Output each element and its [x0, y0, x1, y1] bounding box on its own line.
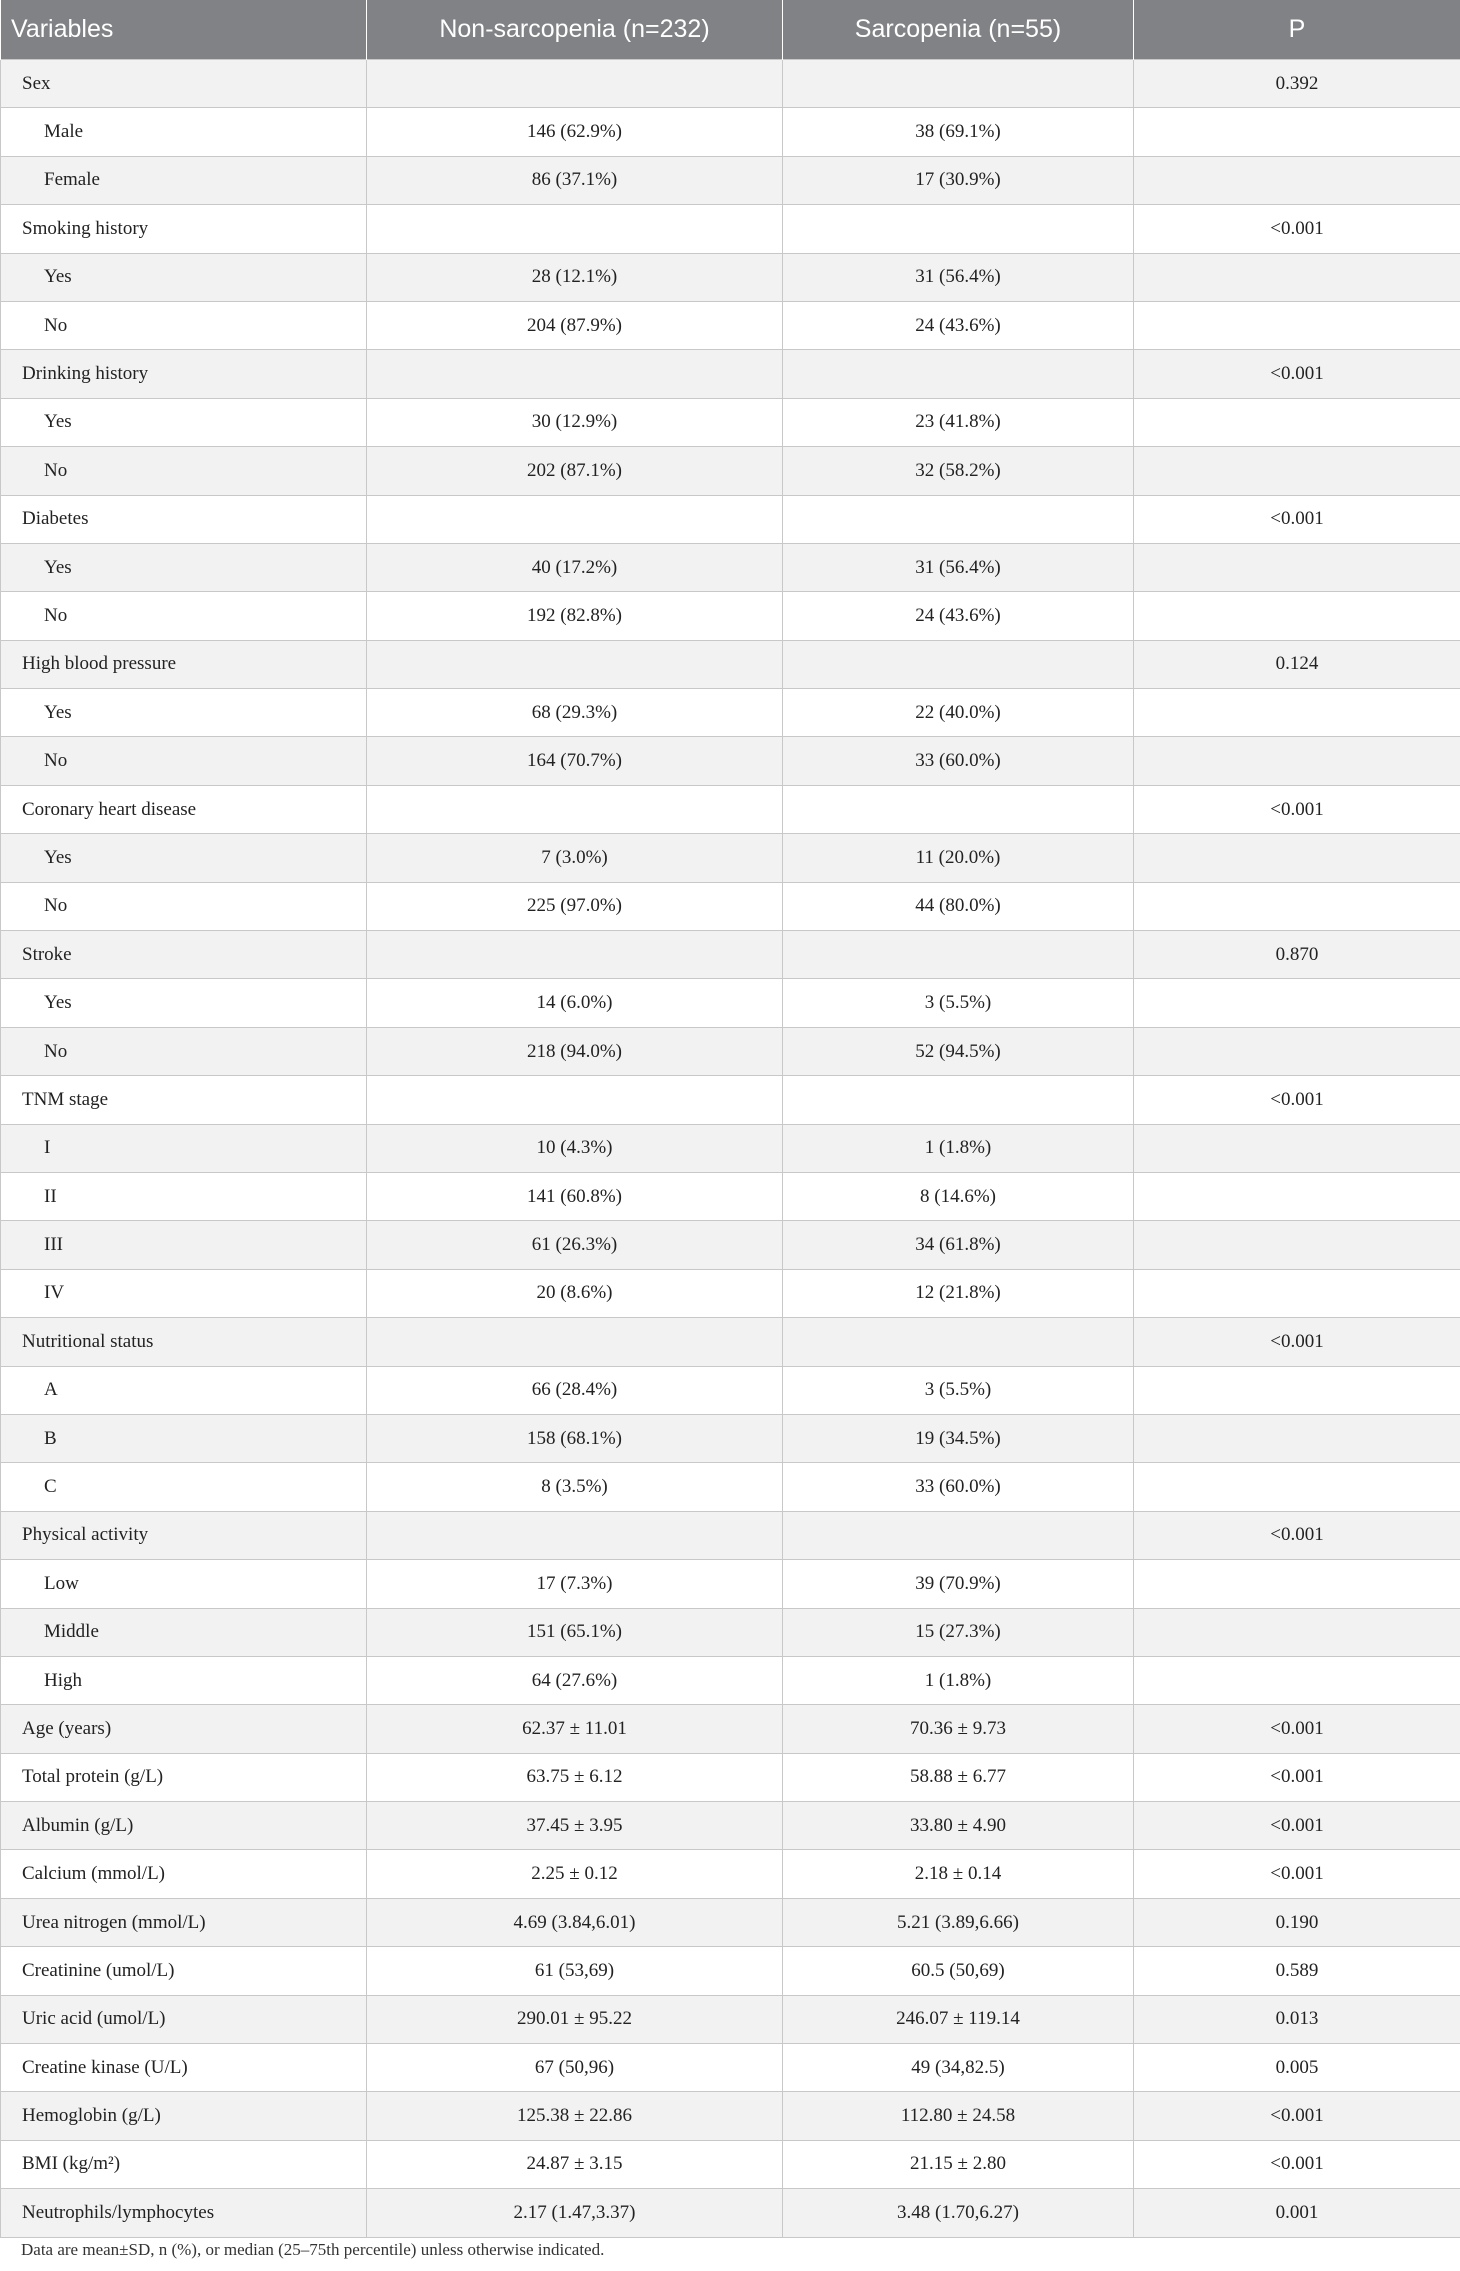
- p-value-cell: [1134, 882, 1460, 930]
- table-row: [1, 689, 1460, 737]
- p-value-cell: <0.001: [1134, 1511, 1460, 1559]
- sarcopenia-cell: 3 (5.5%): [783, 979, 1134, 1027]
- p-value-cell: [1134, 1027, 1460, 1075]
- table-row: [1, 447, 1460, 495]
- sarcopenia-cell: 21.15 ± 2.80: [783, 2140, 1134, 2188]
- variable-cell: TNM stage: [1, 1076, 367, 1124]
- sarcopenia-cell: 52 (94.5%): [783, 1027, 1134, 1075]
- sarcopenia-cell: 3 (5.5%): [783, 1366, 1134, 1414]
- table-row: [1, 1318, 1460, 1366]
- non-sarcopenia-cell: [367, 495, 783, 543]
- p-value-cell: 0.001: [1134, 2189, 1460, 2237]
- variable-cell: No: [1, 592, 367, 640]
- p-value-cell: <0.001: [1134, 205, 1460, 253]
- non-sarcopenia-cell: 40 (17.2%): [367, 543, 783, 591]
- table-row: [1, 350, 1460, 398]
- variable-cell: Stroke: [1, 931, 367, 979]
- non-sarcopenia-cell: 66 (28.4%): [367, 1366, 783, 1414]
- variable-cell: Urea nitrogen (mmol/L): [1, 1898, 367, 1946]
- variable-cell: Neutrophils/lymphocytes: [1, 2189, 367, 2237]
- non-sarcopenia-cell: [367, 350, 783, 398]
- p-value-cell: 0.589: [1134, 1947, 1460, 1995]
- p-value-cell: 0.870: [1134, 931, 1460, 979]
- non-sarcopenia-cell: [367, 931, 783, 979]
- non-sarcopenia-cell: 146 (62.9%): [367, 108, 783, 156]
- sarcopenia-cell: 17 (30.9%): [783, 156, 1134, 204]
- sarcopenia-cell: 5.21 (3.89,6.66): [783, 1898, 1134, 1946]
- sarcopenia-cell: 1 (1.8%): [783, 1656, 1134, 1704]
- non-sarcopenia-cell: 61 (26.3%): [367, 1221, 783, 1269]
- p-value-cell: <0.001: [1134, 350, 1460, 398]
- variable-cell: Middle: [1, 1608, 367, 1656]
- p-value-cell: [1134, 1463, 1460, 1511]
- p-value-cell: [1134, 1656, 1460, 1704]
- variable-cell: No: [1, 1027, 367, 1075]
- variable-cell: C: [1, 1463, 367, 1511]
- non-sarcopenia-cell: 67 (50,96): [367, 2044, 783, 2092]
- sarcopenia-cell: 39 (70.9%): [783, 1560, 1134, 1608]
- variable-cell: BMI (kg/m²): [1, 2140, 367, 2188]
- variable-cell: A: [1, 1366, 367, 1414]
- table-row: [1, 108, 1460, 156]
- sarcopenia-cell: 60.5 (50,69): [783, 1947, 1134, 1995]
- variable-cell: B: [1, 1414, 367, 1462]
- sarcopenia-cell: 33.80 ± 4.90: [783, 1802, 1134, 1850]
- sarcopenia-cell: 34 (61.8%): [783, 1221, 1134, 1269]
- p-value-cell: 0.005: [1134, 2044, 1460, 2092]
- p-value-cell: 0.124: [1134, 640, 1460, 688]
- table-row: [1, 60, 1460, 108]
- table-row: [1, 2092, 1460, 2140]
- header-p-value: P: [1134, 0, 1460, 60]
- sarcopenia-cell: 58.88 ± 6.77: [783, 1753, 1134, 1801]
- table-row: [1, 1172, 1460, 1220]
- sarcopenia-cell: 2.18 ± 0.14: [783, 1850, 1134, 1898]
- p-value-cell: [1134, 979, 1460, 1027]
- variable-cell: Sex: [1, 60, 367, 108]
- sarcopenia-cell: [783, 1076, 1134, 1124]
- table-row: [1, 1269, 1460, 1317]
- variable-cell: High: [1, 1656, 367, 1704]
- non-sarcopenia-cell: 2.25 ± 0.12: [367, 1850, 783, 1898]
- table-row: [1, 398, 1460, 446]
- variable-cell: Calcium (mmol/L): [1, 1850, 367, 1898]
- p-value-cell: [1134, 1560, 1460, 1608]
- table-row: [1, 1898, 1460, 1946]
- variable-cell: Nutritional status: [1, 1318, 367, 1366]
- variable-cell: No: [1, 447, 367, 495]
- table-row: [1, 1705, 1460, 1753]
- sarcopenia-cell: 3.48 (1.70,6.27): [783, 2189, 1134, 2237]
- variable-cell: I: [1, 1124, 367, 1172]
- p-value-cell: 0.392: [1134, 60, 1460, 108]
- table-row: [1, 1221, 1460, 1269]
- table-row: [1, 1076, 1460, 1124]
- p-value-cell: [1134, 592, 1460, 640]
- non-sarcopenia-cell: 164 (70.7%): [367, 737, 783, 785]
- variable-cell: II: [1, 1172, 367, 1220]
- non-sarcopenia-cell: 62.37 ± 11.01: [367, 1705, 783, 1753]
- variable-cell: Female: [1, 156, 367, 204]
- table-row: [1, 1511, 1460, 1559]
- table-row: [1, 640, 1460, 688]
- variable-cell: Yes: [1, 253, 367, 301]
- variable-cell: Male: [1, 108, 367, 156]
- header-non-sarcopenia: Non-sarcopenia (n=232): [367, 0, 783, 60]
- variable-cell: IV: [1, 1269, 367, 1317]
- table-footnote: Data are mean±SD, n (%), or median (25–75th percentile) unless otherwise indicated.: [21, 2240, 605, 2259]
- p-value-cell: [1134, 1608, 1460, 1656]
- header-row: [1, 0, 1460, 60]
- variable-cell: Yes: [1, 689, 367, 737]
- sarcopenia-cell: [783, 1318, 1134, 1366]
- non-sarcopenia-cell: 68 (29.3%): [367, 689, 783, 737]
- table-row: [1, 592, 1460, 640]
- variable-cell: Drinking history: [1, 350, 367, 398]
- table-row: [1, 543, 1460, 591]
- variable-cell: High blood pressure: [1, 640, 367, 688]
- header-sarcopenia: Sarcopenia (n=55): [783, 0, 1134, 60]
- sarcopenia-cell: 8 (14.6%): [783, 1172, 1134, 1220]
- table-row: [1, 1124, 1460, 1172]
- sarcopenia-cell: 12 (21.8%): [783, 1269, 1134, 1317]
- non-sarcopenia-cell: 158 (68.1%): [367, 1414, 783, 1462]
- table-row: [1, 1414, 1460, 1462]
- variable-cell: Smoking history: [1, 205, 367, 253]
- p-value-cell: [1134, 689, 1460, 737]
- p-value-cell: <0.001: [1134, 2140, 1460, 2188]
- sarcopenia-cell: 31 (56.4%): [783, 253, 1134, 301]
- non-sarcopenia-cell: 37.45 ± 3.95: [367, 1802, 783, 1850]
- p-value-cell: [1134, 543, 1460, 591]
- variable-cell: Age (years): [1, 1705, 367, 1753]
- sarcopenia-cell: 33 (60.0%): [783, 1463, 1134, 1511]
- variable-cell: Yes: [1, 979, 367, 1027]
- non-sarcopenia-cell: 30 (12.9%): [367, 398, 783, 446]
- sarcopenia-cell: [783, 205, 1134, 253]
- sarcopenia-cell: 112.80 ± 24.58: [783, 2092, 1134, 2140]
- table-row: [1, 1560, 1460, 1608]
- table-row: [1, 1463, 1460, 1511]
- sarcopenia-cell: [783, 1511, 1134, 1559]
- sarcopenia-cell: 44 (80.0%): [783, 882, 1134, 930]
- table-row: [1, 882, 1460, 930]
- table-row: [1, 785, 1460, 833]
- variable-cell: Coronary heart disease: [1, 785, 367, 833]
- table-row: [1, 1995, 1460, 2043]
- table-row: [1, 2189, 1460, 2237]
- sarcopenia-cell: 246.07 ± 119.14: [783, 1995, 1134, 2043]
- variable-cell: Yes: [1, 834, 367, 882]
- variable-cell: Albumin (g/L): [1, 1802, 367, 1850]
- non-sarcopenia-cell: 2.17 (1.47,3.37): [367, 2189, 783, 2237]
- non-sarcopenia-cell: 64 (27.6%): [367, 1656, 783, 1704]
- table-row: [1, 2140, 1460, 2188]
- header-variables: Variables: [1, 0, 367, 60]
- p-value-cell: [1134, 1221, 1460, 1269]
- non-sarcopenia-cell: 204 (87.9%): [367, 301, 783, 349]
- sarcopenia-cell: [783, 785, 1134, 833]
- p-value-cell: [1134, 1172, 1460, 1220]
- sarcopenia-cell: 32 (58.2%): [783, 447, 1134, 495]
- non-sarcopenia-cell: [367, 205, 783, 253]
- p-value-cell: [1134, 1269, 1460, 1317]
- variable-cell: No: [1, 737, 367, 785]
- p-value-cell: <0.001: [1134, 2092, 1460, 2140]
- table-row: [1, 931, 1460, 979]
- sarcopenia-cell: 31 (56.4%): [783, 543, 1134, 591]
- p-value-cell: [1134, 398, 1460, 446]
- variable-cell: Creatinine (umol/L): [1, 1947, 367, 1995]
- table-row: [1, 253, 1460, 301]
- p-value-cell: <0.001: [1134, 495, 1460, 543]
- variable-cell: Yes: [1, 398, 367, 446]
- table-row: [1, 1850, 1460, 1898]
- sarcopenia-cell: 15 (27.3%): [783, 1608, 1134, 1656]
- non-sarcopenia-cell: 202 (87.1%): [367, 447, 783, 495]
- p-value-cell: [1134, 156, 1460, 204]
- non-sarcopenia-cell: [367, 1318, 783, 1366]
- non-sarcopenia-cell: 218 (94.0%): [367, 1027, 783, 1075]
- non-sarcopenia-cell: 61 (53,69): [367, 1947, 783, 1995]
- non-sarcopenia-cell: [367, 785, 783, 833]
- sarcopenia-cell: 24 (43.6%): [783, 592, 1134, 640]
- non-sarcopenia-cell: 290.01 ± 95.22: [367, 1995, 783, 2043]
- table-row: [1, 495, 1460, 543]
- p-value-cell: <0.001: [1134, 1318, 1460, 1366]
- p-value-cell: [1134, 447, 1460, 495]
- p-value-cell: [1134, 737, 1460, 785]
- non-sarcopenia-cell: 24.87 ± 3.15: [367, 2140, 783, 2188]
- non-sarcopenia-cell: 17 (7.3%): [367, 1560, 783, 1608]
- p-value-cell: 0.190: [1134, 1898, 1460, 1946]
- sarcopenia-cell: [783, 640, 1134, 688]
- p-value-cell: [1134, 108, 1460, 156]
- p-value-cell: <0.001: [1134, 1753, 1460, 1801]
- non-sarcopenia-cell: 14 (6.0%): [367, 979, 783, 1027]
- sarcopenia-cell: 11 (20.0%): [783, 834, 1134, 882]
- table-row: [1, 979, 1460, 1027]
- p-value-cell: [1134, 1124, 1460, 1172]
- table-row: [1, 1802, 1460, 1850]
- non-sarcopenia-cell: 20 (8.6%): [367, 1269, 783, 1317]
- p-value-cell: <0.001: [1134, 785, 1460, 833]
- table-row: [1, 1947, 1460, 1995]
- non-sarcopenia-cell: [367, 640, 783, 688]
- non-sarcopenia-cell: 4.69 (3.84,6.01): [367, 1898, 783, 1946]
- table-row: [1, 205, 1460, 253]
- sarcopenia-cell: 70.36 ± 9.73: [783, 1705, 1134, 1753]
- p-value-cell: [1134, 834, 1460, 882]
- p-value-cell: <0.001: [1134, 1705, 1460, 1753]
- sarcopenia-cell: 1 (1.8%): [783, 1124, 1134, 1172]
- sarcopenia-cell: 49 (34,82.5): [783, 2044, 1134, 2092]
- table-row: [1, 1608, 1460, 1656]
- sarcopenia-cell: [783, 350, 1134, 398]
- table-row: [1, 1753, 1460, 1801]
- non-sarcopenia-cell: 86 (37.1%): [367, 156, 783, 204]
- sarcopenia-cell: 24 (43.6%): [783, 301, 1134, 349]
- sarcopenia-cell: 23 (41.8%): [783, 398, 1134, 446]
- variable-cell: Physical activity: [1, 1511, 367, 1559]
- variable-cell: Low: [1, 1560, 367, 1608]
- sarcopenia-cell: 33 (60.0%): [783, 737, 1134, 785]
- sarcopenia-cell: 38 (69.1%): [783, 108, 1134, 156]
- non-sarcopenia-cell: 125.38 ± 22.86: [367, 2092, 783, 2140]
- p-value-cell: [1134, 1366, 1460, 1414]
- p-value-cell: 0.013: [1134, 1995, 1460, 2043]
- table-row: [1, 834, 1460, 882]
- variable-cell: Hemoglobin (g/L): [1, 2092, 367, 2140]
- p-value-cell: [1134, 301, 1460, 349]
- non-sarcopenia-cell: 225 (97.0%): [367, 882, 783, 930]
- variable-cell: III: [1, 1221, 367, 1269]
- non-sarcopenia-cell: 10 (4.3%): [367, 1124, 783, 1172]
- table-row: [1, 737, 1460, 785]
- non-sarcopenia-cell: 7 (3.0%): [367, 834, 783, 882]
- variable-cell: No: [1, 882, 367, 930]
- sarcopenia-cell: [783, 931, 1134, 979]
- sarcopenia-cell: [783, 495, 1134, 543]
- sarcopenia-cell: 22 (40.0%): [783, 689, 1134, 737]
- sarcopenia-cell: 19 (34.5%): [783, 1414, 1134, 1462]
- table-row: [1, 156, 1460, 204]
- non-sarcopenia-cell: [367, 60, 783, 108]
- non-sarcopenia-cell: 63.75 ± 6.12: [367, 1753, 783, 1801]
- table-row: [1, 1656, 1460, 1704]
- sarcopenia-cell: [783, 60, 1134, 108]
- variable-cell: Uric acid (umol/L): [1, 1995, 367, 2043]
- non-sarcopenia-cell: 28 (12.1%): [367, 253, 783, 301]
- p-value-cell: [1134, 1414, 1460, 1462]
- p-value-cell: <0.001: [1134, 1850, 1460, 1898]
- variable-cell: Yes: [1, 543, 367, 591]
- p-value-cell: [1134, 253, 1460, 301]
- non-sarcopenia-cell: 151 (65.1%): [367, 1608, 783, 1656]
- variable-cell: Diabetes: [1, 495, 367, 543]
- non-sarcopenia-cell: 8 (3.5%): [367, 1463, 783, 1511]
- non-sarcopenia-cell: [367, 1511, 783, 1559]
- table-row: [1, 1027, 1460, 1075]
- p-value-cell: <0.001: [1134, 1802, 1460, 1850]
- table-body: [1, 60, 1460, 2238]
- non-sarcopenia-cell: 141 (60.8%): [367, 1172, 783, 1220]
- variable-cell: No: [1, 301, 367, 349]
- table-row: [1, 1366, 1460, 1414]
- non-sarcopenia-cell: [367, 1076, 783, 1124]
- variable-cell: Creatine kinase (U/L): [1, 2044, 367, 2092]
- table-row: [1, 2044, 1460, 2092]
- non-sarcopenia-cell: 192 (82.8%): [367, 592, 783, 640]
- variable-cell: Total protein (g/L): [1, 1753, 367, 1801]
- p-value-cell: <0.001: [1134, 1076, 1460, 1124]
- table-row: [1, 301, 1460, 349]
